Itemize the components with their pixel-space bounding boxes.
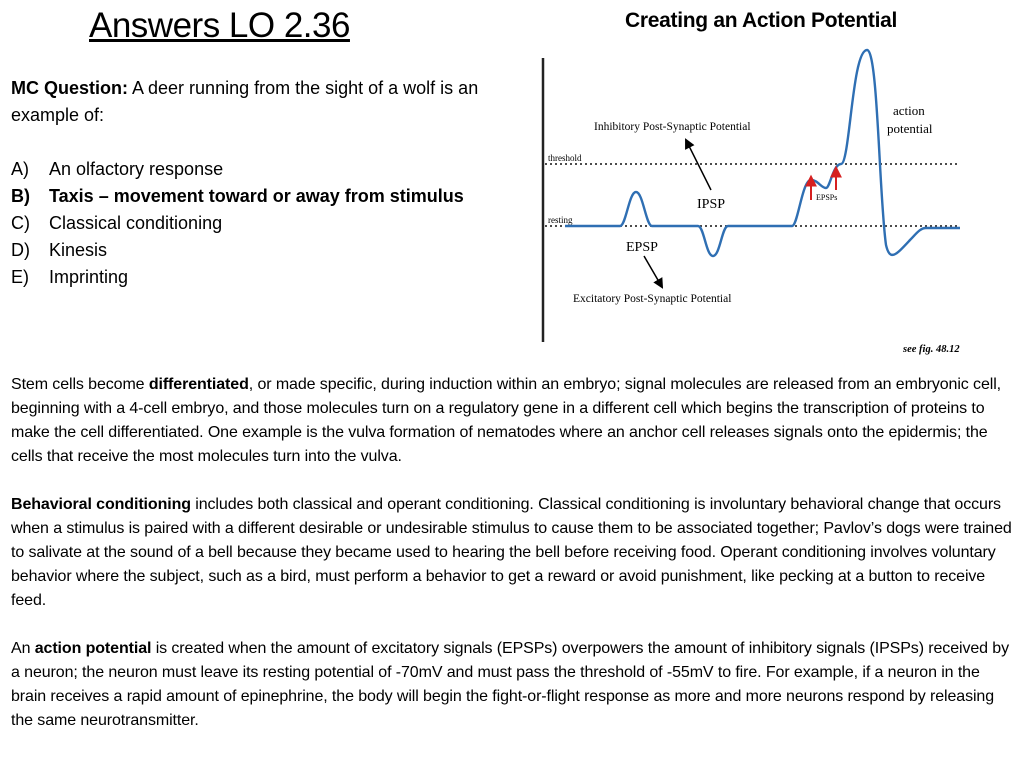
option-letter: B) [11,186,30,206]
figure-title: Creating an Action Potential [625,9,898,32]
epsp-full-label: Excitatory Post-Synaptic Potential [573,293,732,305]
option-letter: E) [11,267,29,287]
paragraph-text: is created when the amount of excitatory signals (EPSPs) overpowers the amount of inhibitory signals (IPSPs) received by a neuron; the neuron must leave its resting potential of -70mV and must pass the threshold of -55mV to fire. For example, if a neuron in the brain receives a rapid amount of epinephrine, the body will begin the fight-or-flight response as more and more neurons respond by releasing the same neurotransmitter. [11,640,1010,729]
action-potential-label-line1: action [893,103,925,118]
ipsp-full-label: Inhibitory Post-Synaptic Potential [594,121,751,133]
paragraph-text: Stem cells become [11,376,149,393]
paragraph-bold-term: action potential [34,640,152,657]
option-text: Taxis – movement toward or away from stimulus [49,186,464,206]
option-letter: C) [11,213,30,233]
option-letter: D) [11,240,30,260]
mc-option-a [11,156,481,183]
resting-label: resting [548,215,573,225]
epsp-pointer-arrow [644,256,662,287]
action-potential-svg [530,40,990,360]
paragraph-text: An [11,640,35,657]
mc-question [11,75,481,129]
action-potential-diagram [530,40,990,360]
paragraph-differentiation [11,373,1017,469]
paragraph-bold-term: differentiated [148,376,249,393]
figure-caption: see fig. 48.12 [903,344,960,355]
paragraph-action-potential [11,637,1017,733]
page-title: Answers LO 2.36 [89,6,350,45]
option-text: Kinesis [49,240,108,260]
paragraph-text: includes both classical and operant conditioning. Classical conditioning is involuntary behavioral change that occurs when a stimulus is paired with a different desirable or undesirable stimulus to cause them to be associated together; Pavlov’s dogs were trained to salivate at the sound of a bell because they became used to hearing the bell before receiving food. Operant conditioning involves voluntary behavior where the subject, such as a bird, must perform a behavior to get a reward or avoid punishment, like pecking at a button to receive feed. [11,496,1012,609]
action-potential-label-line2: potential [887,121,933,136]
mc-question-text: A deer running from the sight of a wolf is an example of: [11,78,479,125]
paragraph-conditioning [11,493,1017,613]
mc-question-label: MC Question: [11,78,128,98]
paragraph-text: , or made specific, during induction within an embryo; signal molecules are released from an embryonic cell, beginning with a 4-cell embryo, and those molecules turn on a regulatory gene in a different cell which begins the transcription of proteins to make the cell differentiated. One example is the vulva formation of nematodes where an anchor cell releases signals onto the epidermis; the cells that receive the most molecules turn into the vulva. [11,376,1001,465]
option-text: An olfactory response [49,159,224,179]
option-text: Classical conditioning [49,213,223,233]
epsp-label: EPSP [626,240,658,255]
option-letter: A) [11,159,29,179]
mc-option-b [11,183,481,210]
mc-question-block [11,75,481,291]
threshold-label: threshold [548,153,582,163]
mc-options-list [11,156,481,291]
ipsp-label: IPSP [697,197,726,212]
option-text: Imprinting [49,267,129,287]
ipsp-pointer-arrow [686,140,711,190]
mc-option-c [11,210,481,237]
body-text [11,373,1017,757]
mc-option-e [11,264,481,291]
mc-option-d [11,237,481,264]
paragraph-bold-term: Behavioral conditioning [11,496,191,513]
epsps-label: EPSPs [816,193,838,202]
